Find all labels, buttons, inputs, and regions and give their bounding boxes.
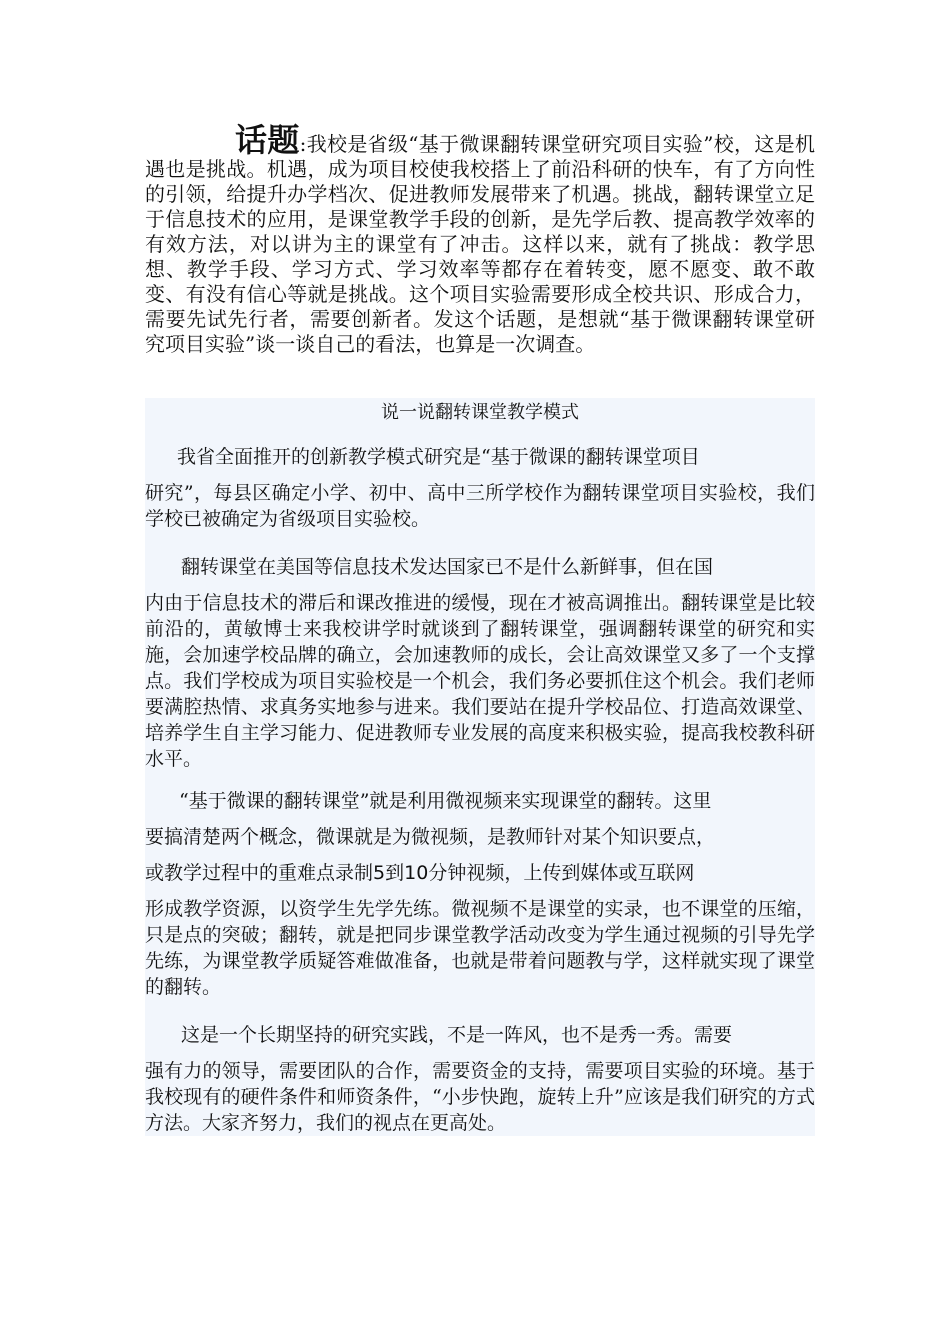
paragraph-1-first-line: 我省全面推开的创新教学模式研究是“基于微课的翻转课堂项目 — [177, 446, 700, 468]
paragraph-4-first-line: 这是一个长期坚持的研究实践，不是一阵风，也不是秀一秀。需要 — [181, 1024, 733, 1046]
number-5: 5 — [373, 862, 386, 884]
topic-label: 话题 — [235, 121, 300, 159]
number-10: 10 — [404, 862, 429, 884]
paragraph-3-rest: 形成教学资源，以资学生先学先练。微视频不是课堂的实录，也不课堂的压缩，只是点的突破；翻转，就是把同步课堂教学活动改变为学生通过视频的引导先学先练，为课堂教学质疑答难做准备，也就是带着问题教与学，这样就实现了课堂的翻转。 — [145, 898, 815, 998]
topic-colon: : — [299, 132, 307, 156]
topic-paragraph — [145, 121, 815, 357]
paragraph-3-line-2: 要搞清楚两个概念，微课就是为微视频，是教师针对某个知识要点， — [145, 826, 716, 848]
paragraph-3-line-1: “基于微课的翻转课堂”就是利用微视频来实现课堂的翻转。这里 — [179, 790, 712, 812]
paragraph-3-line-3-part-a: 或教学过程中的重难点录制 — [145, 862, 374, 884]
topic-text: 我校是省级“基于微课翻转课堂研究项目实验”校，这是机遇也是挑战。机遇，成为项目校使我校搭上了前沿科研的快车，有了方向性的引领，给提升办学档次、促进教师发展带来了机遇。挑战，翻转课堂立足于信息技术的应用，是课堂教学手段的创新，是先学后教、提高教学效率的有效方法，对以讲为主的课堂有了冲击。这样以来，就有了挑战：教学思想、教学手段、学习方式、学习效率等都存在着转变，愿不愿变、敢不敢变、有没有信心等就是挑战。这个项目实验需要形成全校共识、形成合力，需要先试先行者，需要创新者。发这个话题，是想就“基于微课翻转课堂研究项目实验”谈一谈自己的看法，也算是一次调查。 — [145, 132, 815, 356]
article-paragraph-4 — [145, 1022, 815, 1136]
paragraph-2-first-line: 翻转课堂在美国等信息技术发达国家已不是什么新鲜事，但在国 — [181, 556, 714, 578]
article-paragraph-1 — [145, 444, 815, 532]
article-paragraph-2 — [145, 554, 815, 772]
paragraph-3-line-3 — [145, 860, 815, 886]
paragraph-3-line-3-part-b: 到 — [385, 862, 405, 884]
paragraph-3-line-3-part-c: 分钟视频，上传到媒体或互联网 — [428, 862, 695, 884]
paragraph-1-rest: 研究”，每县区确定小学、初中、高中三所学校作为翻转课堂项目实验校，我们学校已被确定为省级项目实验校。 — [145, 482, 815, 530]
paragraph-4-rest: 强有力的领导，需要团队的合作，需要资金的支持，需要项目实验的环境。基于我校现有的硬件条件和师资条件，“小步快跑，旋转上升”应该是我们研究的方式方法。大家齐努力，我们的视点在更高处。 — [145, 1060, 815, 1134]
article-title: 说一说翻转课堂教学模式 — [381, 402, 579, 423]
paragraph-2-rest: 内由于信息技术的滞后和课改推进的缓慢，现在才被高调推出。翻转课堂是比较前沿的，黄敏博士来我校讲学时就谈到了翻转课堂，强调翻转课堂的研究和实施，会加速学校品牌的确立，会加速教师的成长，会让高效课堂又多了一个支撑点。我们学校成为项目实验校是一个机会，我们务必要抓住这个机会。我们老师要满腔热情、求真务实地参与进来。我们要站在提升学校品位、打造高效课堂、培养学生自主学习能力、促进教师专业发展的高度来积极实验，提高我校教科研水平。 — [145, 592, 815, 770]
article-paragraph-3 — [145, 788, 815, 1000]
